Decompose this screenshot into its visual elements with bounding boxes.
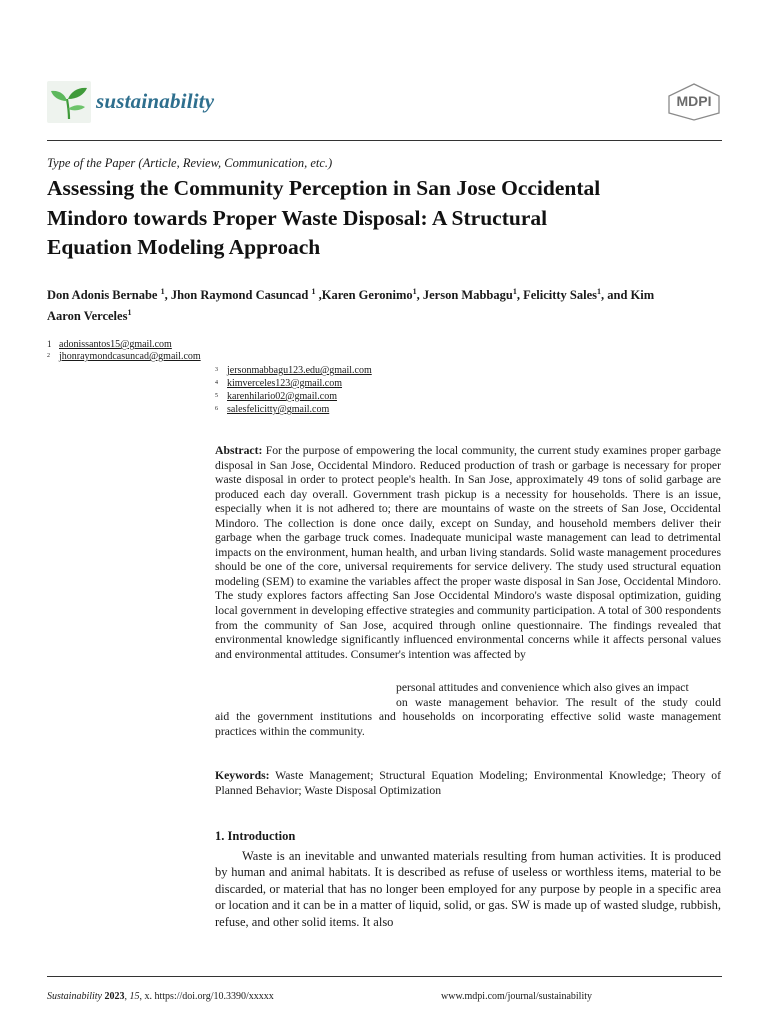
affiliation-6: 6 salesfelicitty@gmail.com (215, 404, 330, 415)
journal-name: sustainability (96, 89, 215, 113)
email-link[interactable]: adonissantos15@gmail.com (59, 339, 172, 350)
abstract (215, 444, 721, 662)
email-link[interactable]: jersonmabbagu123.edu@gmail.com (227, 365, 372, 376)
affiliation-1: 1 adonissantos15@gmail.com (47, 339, 172, 350)
journal-logo (47, 81, 91, 123)
title-line: Mindoro towards Proper Waste Disposal: A Structural (47, 205, 548, 230)
affiliation-3: 3 jersonmabbagu123.edu@gmail.com (215, 365, 372, 376)
doi-link[interactable]: , x. https://doi.org/10.3390/xxxxx (139, 991, 274, 1002)
affiliation-5: 5 karenhilario02@gmail.com (215, 391, 338, 402)
footer-divider (47, 976, 722, 977)
abstract-label: Abstract: (215, 444, 263, 457)
email-link[interactable]: karenhilario02@gmail.com (227, 391, 338, 402)
email-link[interactable]: kimverceles123@gmail.com (227, 378, 343, 389)
keywords (215, 769, 721, 798)
header-divider (47, 140, 722, 141)
email-link[interactable]: salesfelicitty@gmail.com (227, 404, 330, 415)
paper-title (47, 174, 737, 263)
abstract-indented-line: on waste management behavior. The result of the study could (396, 695, 721, 709)
introduction-text: Waste is an inevitable and unwanted materials resulting from human activities. It is produced by human and animal habitats. It is described as refuse of useless or worthless items, material to be discarded, or material that has no longer been employed for any purpose by people in a specific area or location and it can be in a matter of liquid, solid, or gas. SW is made up of wasted sludge, rubbish, refuse, and other solid items. It also (215, 849, 721, 929)
paper-type: Type of the Paper (Article, Review, Communication, etc.) (47, 156, 333, 170)
author-list: Don Adonis Bernabe $^1$, Jhon Raymond Casuncad $^1$ ,Karen Geronimo$^1$, Jerson Mabbagu$^1$, Felicitty Sales$^1$, and Kim Aaron Verceles$^1$ (47, 287, 655, 324)
mdpi-logo (666, 83, 722, 121)
title-line: Assessing the Community Perception in San Jose Occidental (47, 176, 601, 200)
affiliation-2: 2 jhonraymondcasuncad@gmail.com (47, 351, 201, 362)
affiliation-4: 4 kimverceles123@gmail.com (215, 378, 343, 389)
abstract-text: For the purpose of empowering the local community, the current study examines proper garbage disposal in San Jose, Occidental Mindoro. Reduced production of trash or garbage is necessary for proper waste disposal in order to protect people's health. In San Jose, approximately 49 tons of solid garbage are produced each day overall. Government trash pickup is a necessity for households. There is an issue, especially when it is not adhered to; there are mountains of waste on the streets of San Jose, Occidental Mindoro. The collection is done once daily, except on Sunday, and household members deliver their garbage when the garbage truck comes. Inadequate municipal waste management can lead to detrimental impacts on the environment, human health, and urban living standards. Solid waste management procedures should be one of the core, universal requirements for service delivery. The study used structural equation modeling (SEM) to examine the variables affect the proper waste disposal in San Jose, Occidental Mindoro. The study explores factors affecting San Jose Occidental Mindoro's waste disposal optimization, guiding local government in developing effective strategies and community participation. A total of 300 respondents from the community of San Jose, acquired through online questionnaire. The findings revealed that environmental knowledge significantly influenced environmental concerns while it affects personal values and environmental attitudes. Consumer's intention was affected by (215, 444, 721, 661)
keywords-text: Waste Management; Structural Equation Modeling; Environmental Knowledge; Theory of Planned Behavior; Waste Disposal Optimization (215, 769, 721, 797)
email-link[interactable]: jhonraymondcasuncad@gmail.com (59, 351, 201, 362)
journal-url[interactable]: www.mdpi.com/journal/sustainability (441, 991, 593, 1002)
leaf-icon (47, 81, 91, 123)
publisher-name: MDPI (676, 93, 712, 109)
abstract-indented-line: personal attitudes and convenience which also gives an impact (396, 681, 689, 694)
section-heading: 1. Introduction (215, 829, 296, 843)
citation: Sustainability 2023, 15, x. https://doi.org/10.3390/xxxxx (47, 991, 274, 1002)
title-line: Equation Modeling Approach (47, 235, 321, 259)
abstract-tail: aid the government institutions and households on incorporating effective solid waste management practices within the community. (215, 710, 721, 738)
keywords-label: Keywords: (215, 769, 270, 782)
